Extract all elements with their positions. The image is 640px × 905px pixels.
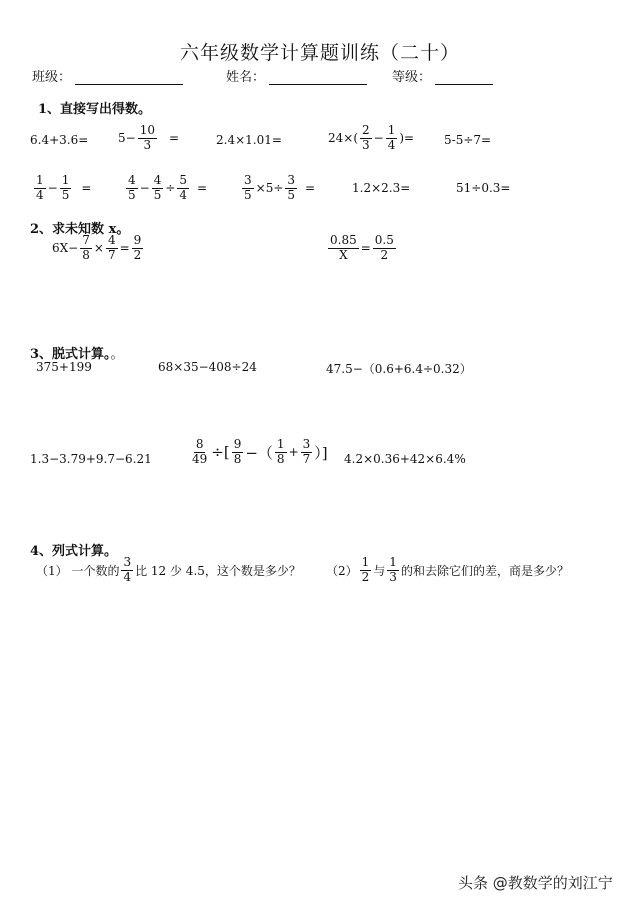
s1-expr-7: $\frac{4}{5}$ − $\frac{4}{5}$ ÷ $\frac{5}{4}$ = (128, 173, 208, 202)
s1-expr-10: 51÷0.3= (456, 181, 511, 195)
fraction: $\frac{2}{3}$ (362, 123, 370, 152)
class-label: 班级： (32, 70, 72, 85)
s1-expr-9: 1.2×2.3= (352, 181, 411, 195)
section3-heading: 3、脱式计算。。 (30, 347, 124, 362)
s3-problem-4: 1.3−3.79+9.7−6.21 (30, 452, 152, 466)
fraction: $\frac{9}{8}$ (233, 437, 242, 466)
name-label: 姓名： (226, 70, 266, 85)
fraction: $\frac{1}{4}$ (36, 173, 44, 202)
s3-problem-1: 375+199 (36, 360, 92, 374)
fraction: $\frac{1}{2}$ (361, 555, 370, 584)
s1-expr-1: 6.4+3.6= (30, 133, 89, 147)
fraction: $\frac{0.5}{2}$ (374, 233, 394, 262)
s3-problem-2: 68×35−408÷24 (158, 360, 257, 374)
fraction: $\frac{3}{4}$ (123, 555, 132, 584)
section1-heading: 1、直接写出得数。 (38, 102, 152, 117)
s1-expr-4: 24×( $\frac{2}{3}$ − $\frac{1}{4}$ )= (328, 123, 415, 152)
s4-question-1: （1） 一个数的 $\frac{3}{4}$ 比 12 少 4.5，这个数是多少？ (36, 555, 301, 584)
name-field (226, 66, 367, 85)
fraction: $\frac{7}{8}$ (82, 233, 90, 262)
class-blank[interactable] (75, 71, 183, 85)
grade-field (392, 66, 493, 85)
grade-label: 等级： (392, 70, 432, 85)
s3-problem-5: $\frac{8}{49}$ ÷[ $\frac{9}{8}$ −（ $\frac{1}{8}$ + $\frac{3}{7}$ ）] (192, 437, 328, 466)
fraction: $\frac{3}{7}$ (302, 437, 311, 466)
name-blank[interactable] (269, 71, 367, 85)
fraction: $\frac{1}{8}$ (276, 437, 285, 466)
fraction: $\frac{3}{5}$ (244, 173, 252, 202)
fraction: $\frac{0.85}{X}$ (330, 233, 357, 262)
fraction: $\frac{4}{7}$ (107, 233, 116, 262)
page-title: 六年级数学计算题训练（二十） (179, 42, 460, 64)
fraction: $\frac{4}{5}$ (128, 173, 136, 202)
s1-expr-3: 2.4×1.01= (216, 133, 282, 147)
fraction: $\frac{10}{3}$ (139, 123, 155, 152)
s1-expr-5: 5-5÷7= (444, 133, 492, 147)
s1-expr-8: $\frac{3}{5}$ ×5÷ $\frac{3}{5}$ = (244, 173, 316, 202)
s3-problem-3: 47.5−（0.6+6.4÷0.32） (326, 362, 472, 376)
section4-heading: 4、列式计算。 (30, 544, 118, 559)
grade-blank[interactable] (435, 71, 493, 85)
watermark: 头条 @教数学的刘江宁 (458, 874, 613, 892)
fraction: $\frac{4}{5}$ (153, 173, 162, 202)
s2-equation-2: $\frac{0.85}{X}$ = $\frac{0.5}{2}$ (330, 233, 394, 262)
fraction: $\frac{8}{49}$ (192, 437, 208, 466)
s4-question-2: （2） $\frac{1}{2}$ 与 $\frac{1}{3}$ 的和去除它们的差，商是多少？ (326, 555, 569, 584)
s2-equation-1: 6X− $\frac{7}{8}$ × $\frac{4}{7}$ = $\frac{9}{2}$ (52, 233, 142, 262)
fraction: $\frac{1}{4}$ (387, 123, 396, 152)
fraction: $\frac{9}{2}$ (133, 233, 142, 262)
s3-problem-6: 4.2×0.36+42×6.4% (344, 452, 466, 466)
fraction: $\frac{1}{3}$ (389, 555, 397, 584)
s1-expr-2: 5− $\frac{10}{3}$ = (118, 123, 180, 152)
class-field (32, 66, 183, 85)
fraction: $\frac{1}{5}$ (61, 173, 70, 202)
fraction: $\frac{5}{4}$ (179, 173, 188, 202)
s1-expr-6: $\frac{1}{4}$ − $\frac{1}{5}$ = (36, 173, 92, 202)
fraction: $\frac{3}{5}$ (287, 173, 296, 202)
section2-heading: 2、求未知数 x。 (30, 222, 130, 237)
